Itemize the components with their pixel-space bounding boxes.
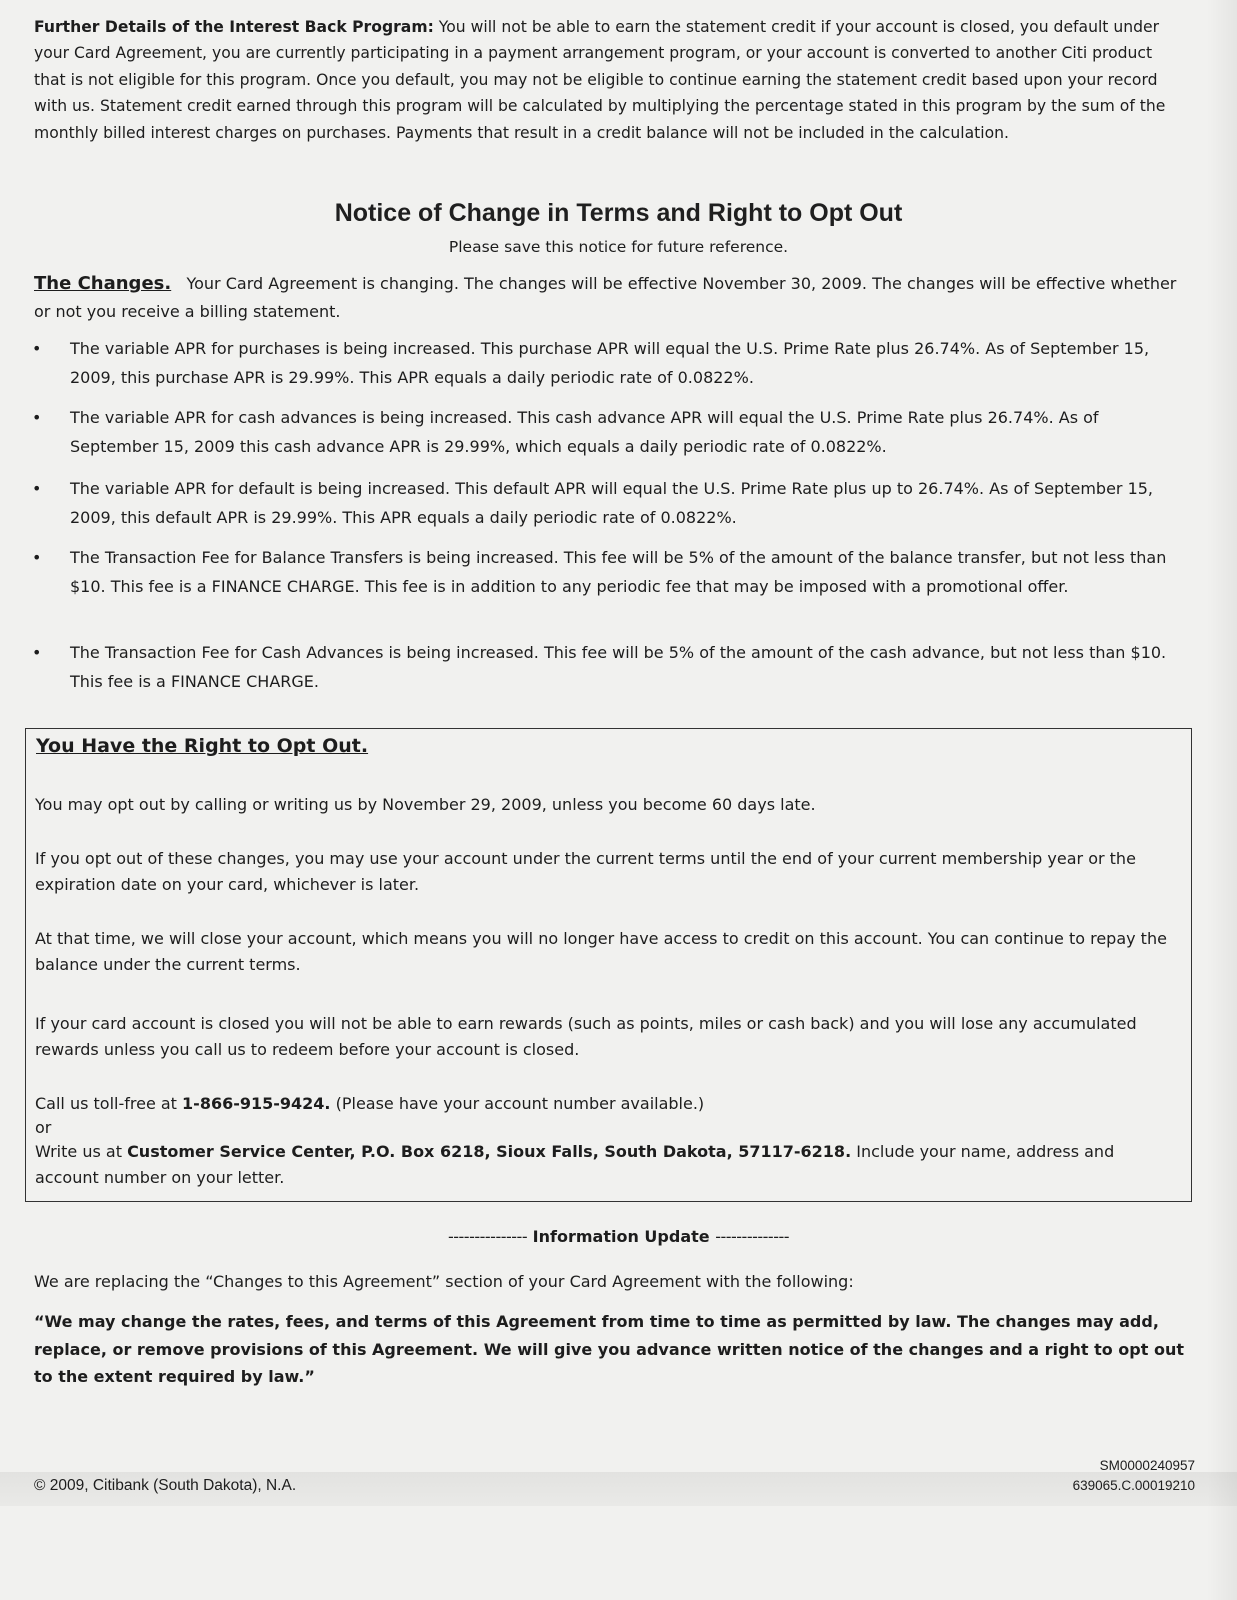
bullet-icon: • bbox=[32, 339, 42, 358]
opt-out-current-terms: If you opt out of these changes, you may use your account under the current terms until the end of your current membership year or the expiration date on your card, whichever is later. bbox=[35, 849, 1136, 894]
interest-back-details bbox=[34, 14, 1184, 146]
phone-number[interactable]: 1-866-915-9424. bbox=[182, 1094, 331, 1113]
copyright-notice: © 2009, Citibank (South Dakota), N.A. bbox=[34, 1477, 297, 1494]
opt-out-deadline: You may opt out by calling or writing us by November 29, 2009, unless you become 60 days late. bbox=[35, 795, 816, 814]
replacement-intro: We are replacing the “Changes to this Agreement” section of your Card Agreement with the following: bbox=[34, 1272, 854, 1291]
document-codes bbox=[1073, 1456, 1195, 1496]
opt-out-write bbox=[35, 1139, 1180, 1191]
opt-out-account-closure: At that time, we will close your account, which means you will no longer have access to credit on this account. You can continue to repay the balance under the current terms. bbox=[35, 929, 1167, 974]
bullet-icon: • bbox=[32, 643, 42, 662]
changes-heading: The Changes. bbox=[34, 273, 172, 294]
change-item-text: The variable APR for default is being increased. This default APR will equal the U.S. Prime Rate plus up to 26.74%. As of September 15, 2009, this default APR is 29.99%. This APR equals a daily periodic rate of 0.0822%. bbox=[70, 479, 1154, 527]
scan-edge-shadow bbox=[1207, 0, 1237, 1600]
mailing-address: Customer Service Center, P.O. Box 6218, Sioux Falls, South Dakota, 57117-6218. bbox=[127, 1142, 852, 1161]
opt-out-heading: You Have the Right to Opt Out. bbox=[36, 735, 369, 757]
document-code-1: SM0000240957 bbox=[1099, 1458, 1195, 1473]
divider-dashes-left: --------------- bbox=[447, 1227, 528, 1246]
information-update-divider bbox=[0, 1227, 1237, 1246]
document-code-2: 639065.C.00019210 bbox=[1072, 1478, 1195, 1493]
information-update-label: Information Update bbox=[532, 1227, 710, 1246]
write-suffix: Include your name, address and account number on your letter. bbox=[35, 1142, 1115, 1187]
opt-out-rewards: If your card account is closed you will not be able to earn rewards (such as points, miles or cash back) and you will lose any accumulated rewards unless you call us to redeem before your account is closed. bbox=[35, 1014, 1137, 1059]
interest-back-heading: Further Details of the Interest Back Program: bbox=[34, 18, 434, 36]
change-item-text: The variable APR for purchases is being increased. This purchase APR will equal the U.S. Prime Rate plus 26.74%. As of September 15, 2009, this purchase APR is 29.99%. This APR equals a daily periodic rate of 0.0822%. bbox=[70, 339, 1150, 387]
opt-out-call bbox=[35, 1091, 1180, 1117]
interest-back-body: You will not be able to earn the statement credit if your account is closed, you default under your Card Agreement, you are currently participating in a payment arrangement program, or your account is converted to another Citi product that is not eligible for this program. Once you default, you may not be eligible to continue earning the statement credit based upon your record with us. Statement credit earned through this program will be calculated by multiplying the percentage stated in this program by the sum of the monthly billed interest charges on purchases. Payments that result in a credit balance will not be included in the calculation. bbox=[34, 18, 1166, 142]
change-item-text: The Transaction Fee for Balance Transfers is being increased. This fee will be 5% of the amount of the balance transfer, but not less than $10. This fee is a FINANCE CHARGE. This fee is in addition to any periodic fee that may be imposed with a promotional offer. bbox=[70, 548, 1167, 596]
change-item-text: The Transaction Fee for Cash Advances is being increased. This fee will be 5% of the amount of the cash advance, but not less than $10. This fee is a FINANCE CHARGE. bbox=[70, 643, 1167, 691]
change-item-text: The variable APR for cash advances is being increased. This cash advance APR will equal the U.S. Prime Rate plus 26.74%. As of September 15, 2009 this cash advance APR is 29.99%, which equals a daily periodic rate of 0.0822%. bbox=[70, 408, 1099, 456]
bullet-icon: • bbox=[32, 479, 42, 498]
opt-out-box bbox=[25, 728, 1192, 1202]
call-suffix: (Please have your account number available.) bbox=[335, 1094, 705, 1113]
replacement-quote: “We may change the rates, fees, and terms of this Agreement from time to time as permitted by law. The changes may add, replace, or remove provisions of this Agreement. We will give you advance written notice of the changes and a right to opt out to the extent required by law.” bbox=[34, 1312, 1184, 1386]
changes-intro-text: Your Card Agreement is changing. The changes will be effective November 30, 2009. The changes will be effective whether or not you receive a billing statement. bbox=[34, 274, 1177, 321]
call-prefix: Call us toll-free at bbox=[35, 1094, 177, 1113]
write-prefix: Write us at bbox=[35, 1142, 122, 1161]
bullet-icon: • bbox=[32, 408, 42, 427]
divider-dashes-right: -------------- bbox=[715, 1227, 790, 1246]
changes-intro bbox=[34, 270, 1194, 326]
notice-subtitle: Please save this notice for future reference. bbox=[448, 238, 789, 256]
notice-title: Notice of Change in Terms and Right to Opt Out bbox=[334, 199, 903, 227]
bullet-icon: • bbox=[32, 548, 42, 567]
opt-out-or: or bbox=[35, 1118, 52, 1137]
